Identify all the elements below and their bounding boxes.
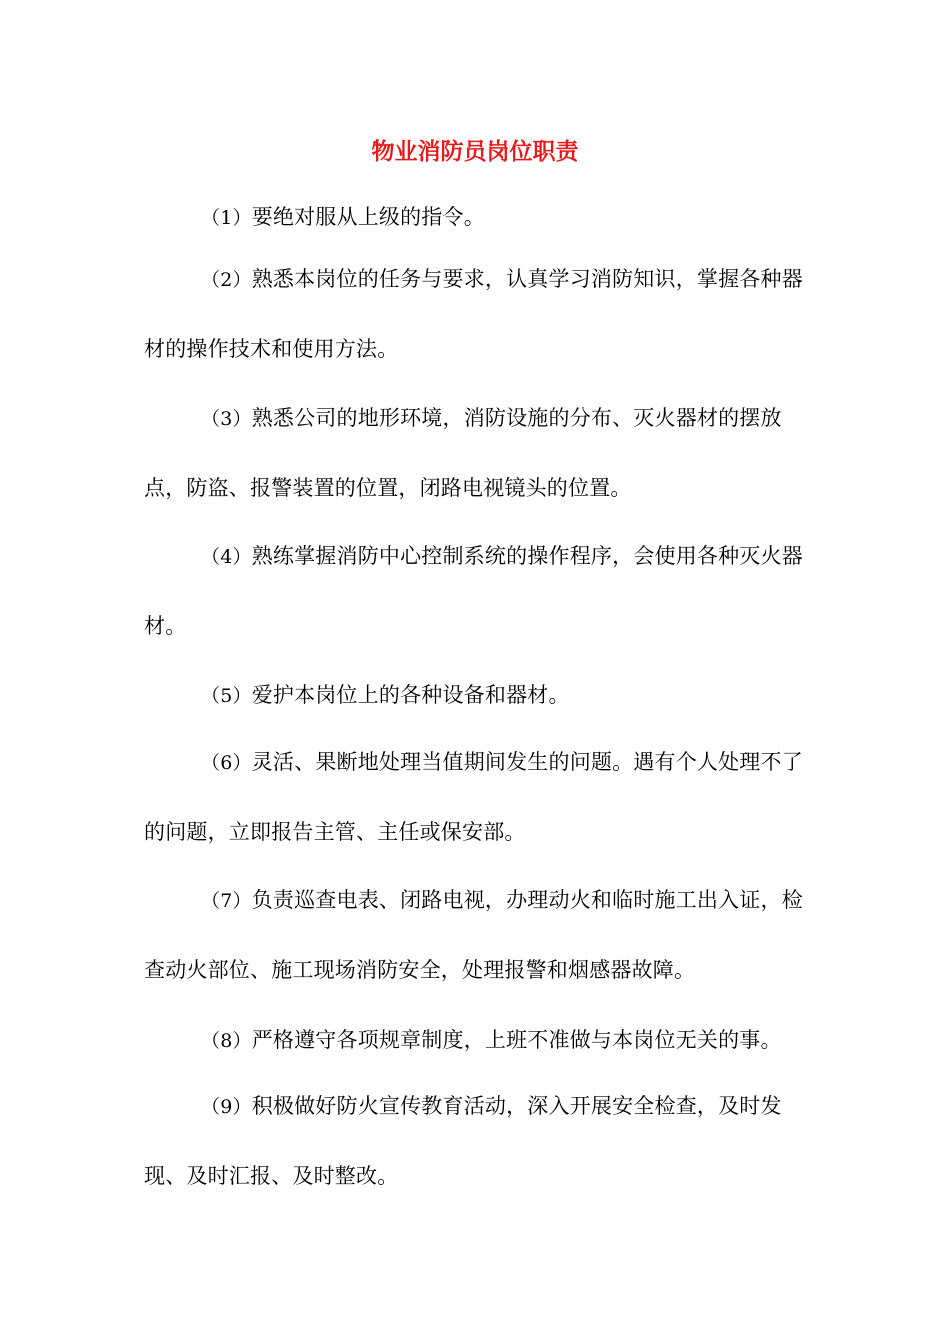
duty-item-7 (144, 866, 809, 1005)
duty-item-text: 灵活、果断地处理当值期间发生的问题。遇有个人处理不了的问题，立即报告主管、主任或保安部。 (144, 750, 803, 844)
duty-item-number: （9） (201, 1096, 252, 1118)
duty-item-text: 爱护本岗位上的各种设备和器材。 (251, 683, 570, 707)
duty-item-number: （6） (201, 752, 252, 774)
duty-item-5 (144, 661, 809, 731)
page-title: 物业消防员岗位职责 (371, 139, 579, 165)
duty-item-number: （4） (201, 546, 252, 568)
duty-item-2 (144, 245, 809, 384)
duty-item-number: （2） (201, 269, 252, 291)
duty-item-number: （7） (201, 890, 252, 912)
duty-item-9 (144, 1072, 809, 1211)
duty-item-4 (144, 522, 809, 661)
duty-item-text: 熟悉本岗位的任务与要求，认真学习消防知识，掌握各种器材的操作技术和使用方法。 (144, 267, 803, 361)
duty-item-8 (144, 1006, 809, 1076)
duty-item-text: 熟练掌握消防中心控制系统的操作程序，会使用各种灭火器材。 (144, 544, 803, 638)
duty-item-1 (144, 183, 809, 253)
duty-item-text: 熟悉公司的地形环境，消防设施的分布、灭火器材的摆放点，防盗、报警装置的位置，闭路电视镜头的位置。 (144, 406, 782, 500)
duty-item-number: （8） (201, 1030, 252, 1052)
duty-item-number: （5） (201, 685, 252, 707)
duty-item-text: 负责巡查电表、闭路电视，办理动火和临时施工出入证，检查动火部位、施工现场消防安全，处理报警和烟感器故障。 (144, 888, 803, 982)
duty-item-text: 积极做好防火宣传教育活动，深入开展安全检查，及时发现、及时汇报、及时整改。 (144, 1094, 782, 1188)
duty-item-number: （3） (201, 408, 252, 430)
duty-item-3 (144, 384, 809, 523)
duty-item-text: 严格遵守各项规章制度，上班不准做与本岗位无关的事。 (251, 1028, 782, 1052)
duty-item-number: （1） (201, 207, 252, 229)
duty-item-6 (144, 728, 809, 867)
duty-item-text: 要绝对服从上级的指令。 (251, 205, 485, 229)
